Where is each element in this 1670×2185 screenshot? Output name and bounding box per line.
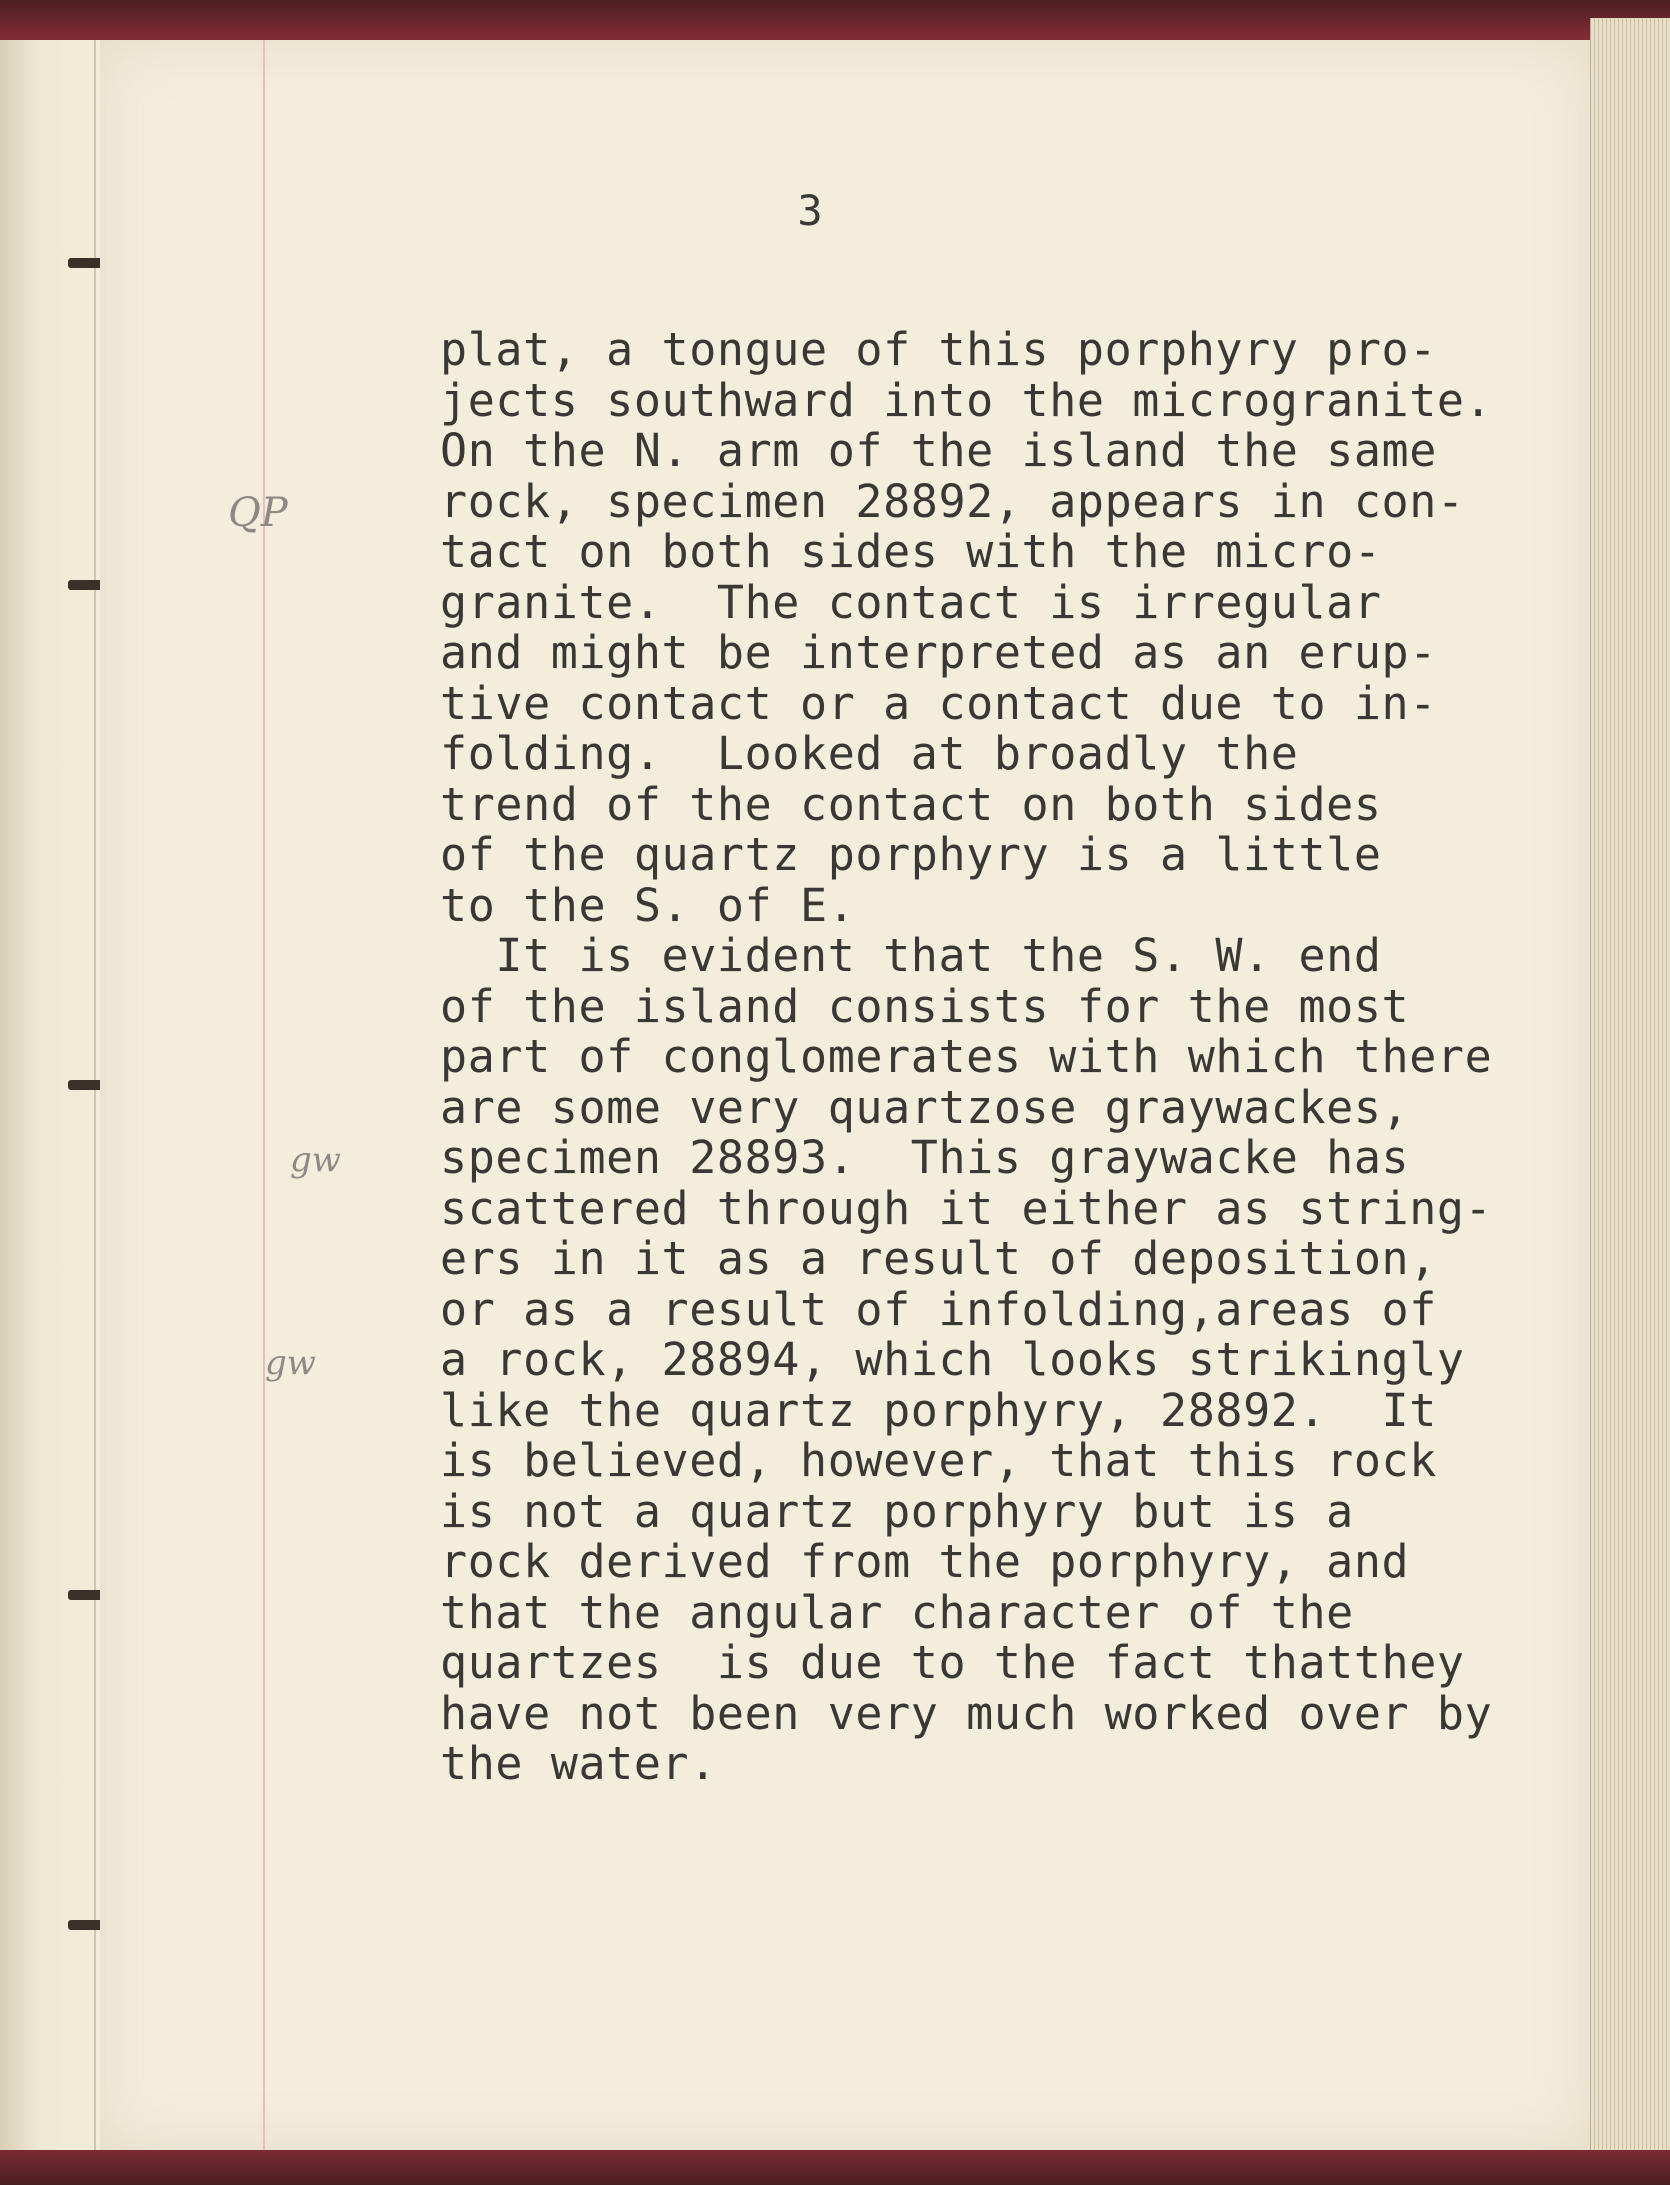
page-stack-edge <box>1590 18 1670 2168</box>
margin-rule-line <box>263 40 265 2150</box>
text-line: It is evident that the S. W. end <box>440 929 1382 982</box>
text-line: and might be interpreted as an erup- <box>440 626 1437 679</box>
text-line: is believed, however, that this rock <box>440 1434 1437 1487</box>
text-line: granite. The contact is irregular <box>440 575 1382 629</box>
text-line: quartzes is due to the fact thatthey <box>440 1636 1465 1689</box>
text-line: plat, a tongue of this porphyry pro- <box>440 323 1437 376</box>
text-line: of the quartz porphyry is a little <box>440 828 1382 881</box>
text-line: folding. Looked at broadly the <box>440 727 1299 780</box>
text-line: to the S. of E. <box>440 878 856 932</box>
text-line: rock, specimen 28892, appears in con- <box>440 474 1465 528</box>
page-number: 3 <box>797 186 823 235</box>
text-line: a rock, 28894, which looks strikingly <box>440 1333 1465 1386</box>
margin-note-gw: gw <box>265 1343 316 1383</box>
text-line: that the angular character of the <box>440 1585 1354 1639</box>
book-cover-bottom-edge <box>0 2150 1670 2185</box>
text-line: tact on both sides with the micro- <box>440 525 1382 578</box>
text-line: have not been very much worked over by <box>440 1686 1493 1740</box>
text-line: rock derived from the porphyry, and <box>440 1535 1410 1588</box>
text-line: ers in it as a result of deposition, <box>440 1232 1437 1285</box>
binding-fold-line <box>94 40 96 2155</box>
text-line: scattered through it either as string- <box>440 1181 1493 1235</box>
margin-note-gw: gw <box>290 1140 341 1180</box>
typewritten-body-text <box>440 325 1590 1790</box>
text-line: like the quartz porphyry, 28892. It <box>440 1383 1437 1437</box>
text-line: of the island consists for the most <box>440 979 1410 1033</box>
text-line: the water. <box>440 1737 717 1790</box>
text-line: specimen 28893. This graywacke has <box>440 1131 1410 1184</box>
text-line: trend of the contact on both sides <box>440 777 1382 831</box>
margin-note-qp: QP <box>228 490 288 536</box>
text-line: part of conglomerates with which there <box>440 1030 1493 1083</box>
text-line: is not a quartz porphyry but is a <box>440 1484 1354 1538</box>
binding-strip <box>0 40 100 2155</box>
text-line: or as a result of infolding,areas of <box>440 1282 1437 1336</box>
text-line: jects southward into the microgranite. <box>440 373 1493 427</box>
text-line: On the N. arm of the island the same <box>440 424 1437 477</box>
text-line: are some very quartzose graywackes, <box>440 1080 1410 1134</box>
text-line: tive contact or a contact due to in- <box>440 676 1437 730</box>
